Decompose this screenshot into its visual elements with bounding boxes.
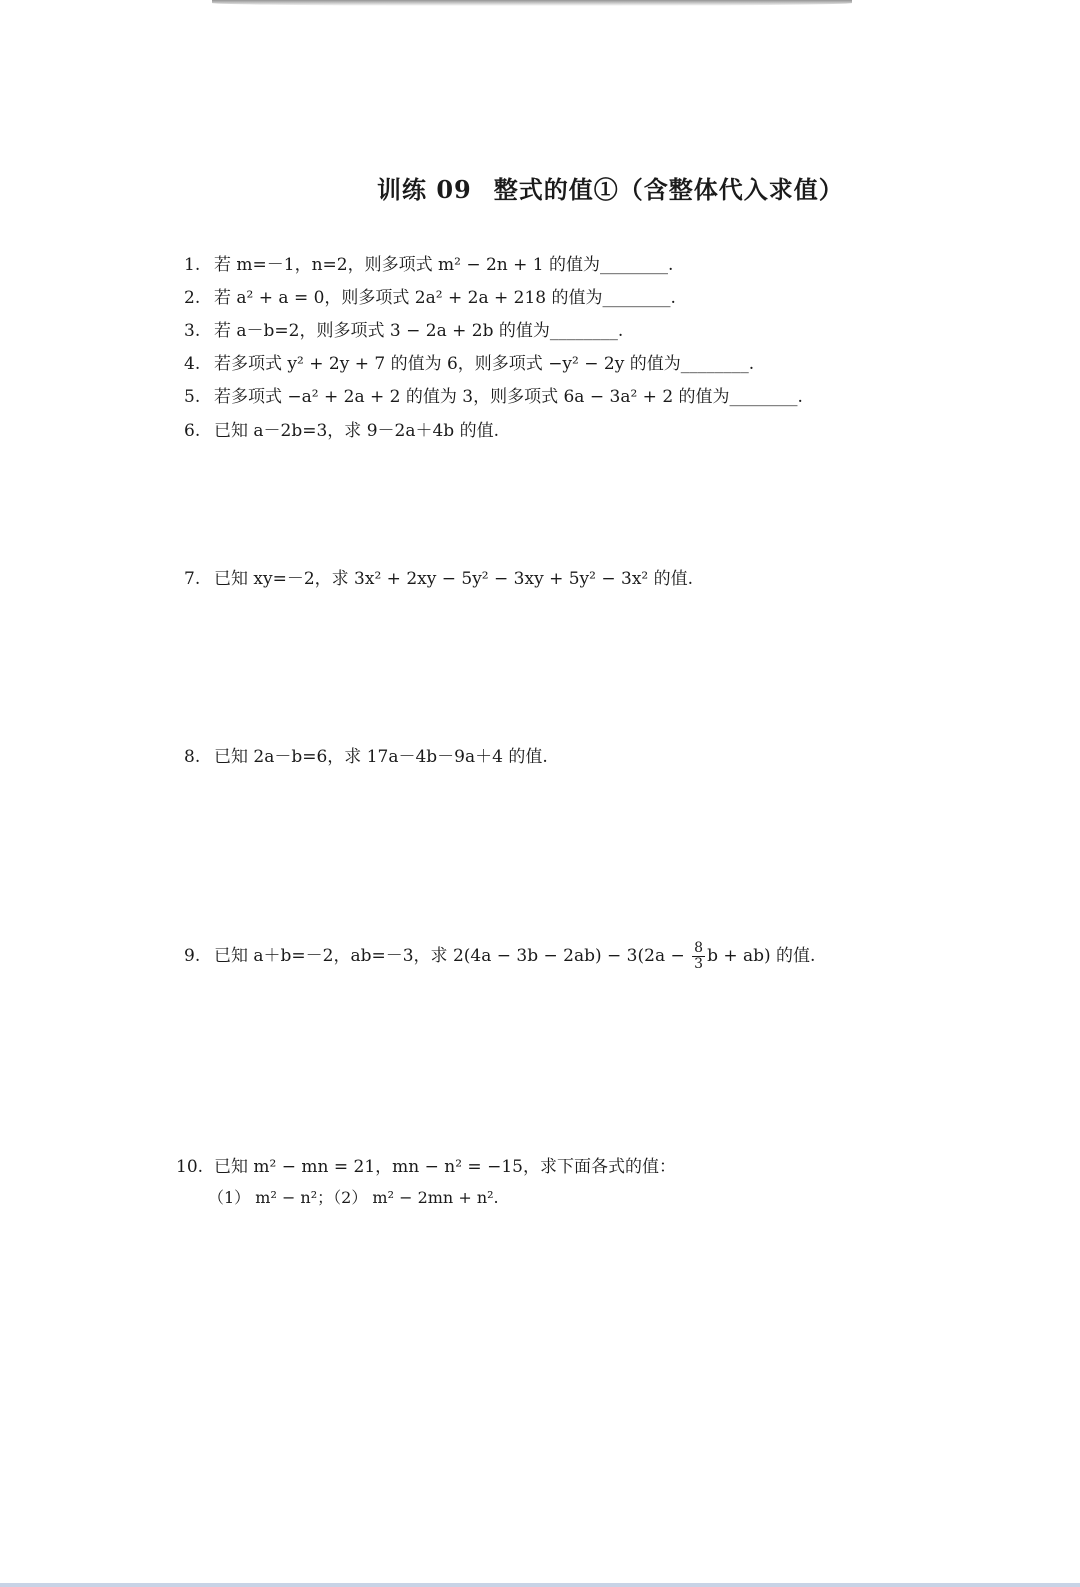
problem-text: 已知 2a－b=6，求 17a－4b－9a＋4 的值. (214, 747, 548, 767)
fraction-denominator: 3 (694, 956, 704, 972)
problem-8 (184, 747, 548, 767)
problem-text-before: 已知 a＋b=－2，ab=－3，求 2(4a − 3b − 2ab) − 3(2a − (214, 946, 691, 966)
problem-number: 10. (176, 1157, 204, 1177)
problem-7 (184, 569, 693, 589)
fraction-numerator: 8 (694, 940, 704, 956)
problem-5 (184, 387, 803, 407)
page-title (377, 170, 844, 205)
problem-text: 已知 a－2b=3，求 9－2a＋4b 的值. (214, 421, 499, 441)
problem-number: 6. (184, 421, 201, 441)
lesson-number: 训练 09 (377, 175, 472, 204)
problem-4 (184, 354, 754, 374)
problem-text: 若 a² + a = 0，则多项式 2a² + 2a + 218 的值为________. (214, 288, 676, 308)
problem-number: 3. (184, 321, 201, 341)
problem-2 (184, 288, 676, 308)
problem-number: 7. (184, 569, 201, 589)
problem-number: 1. (184, 255, 201, 275)
problem-3 (184, 321, 623, 341)
problem-9 (184, 941, 815, 972)
problem-number: 2. (184, 288, 201, 308)
problem-1 (184, 255, 673, 275)
page-bottom-edge (0, 1583, 1080, 1587)
problem-text: 已知 m² − mn = 21，mn − n² = −15，求下面各式的值： (214, 1157, 676, 1177)
problem-number: 8. (184, 747, 201, 767)
problem-text: 若多项式 −a² + 2a + 2 的值为 3，则多项式 6a − 3a² + 2 的值为________. (214, 387, 803, 407)
problem-number: 9. (184, 946, 201, 966)
problem-text: 若 m=－1，n=2，则多项式 m² − 2n + 1 的值为________. (214, 255, 674, 275)
problem-number: 4. (184, 354, 201, 374)
problem-10 (176, 1157, 676, 1177)
problem-text: 已知 xy=－2，求 3x² + 2xy − 5y² − 3xy + 5y² − 3x² 的值. (214, 569, 694, 589)
problem-text: 若 a－b=2，则多项式 3 − 2a + 2b 的值为________. (214, 321, 624, 341)
problem-number: 5. (184, 387, 201, 407)
problem-text: 若多项式 y² + 2y + 7 的值为 6，则多项式 −y² − 2y 的值为________. (214, 354, 755, 374)
page-top-shadow (212, 0, 852, 6)
problem-6 (184, 421, 499, 441)
fraction (692, 941, 705, 972)
lesson-topic: 整式的值①（含整体代入求值） (493, 175, 844, 204)
problem-text-after: b + ab) 的值. (707, 946, 816, 966)
problem-10-subparts: （1） m² − n²；（2） m² − 2mn + n². (208, 1188, 499, 1207)
